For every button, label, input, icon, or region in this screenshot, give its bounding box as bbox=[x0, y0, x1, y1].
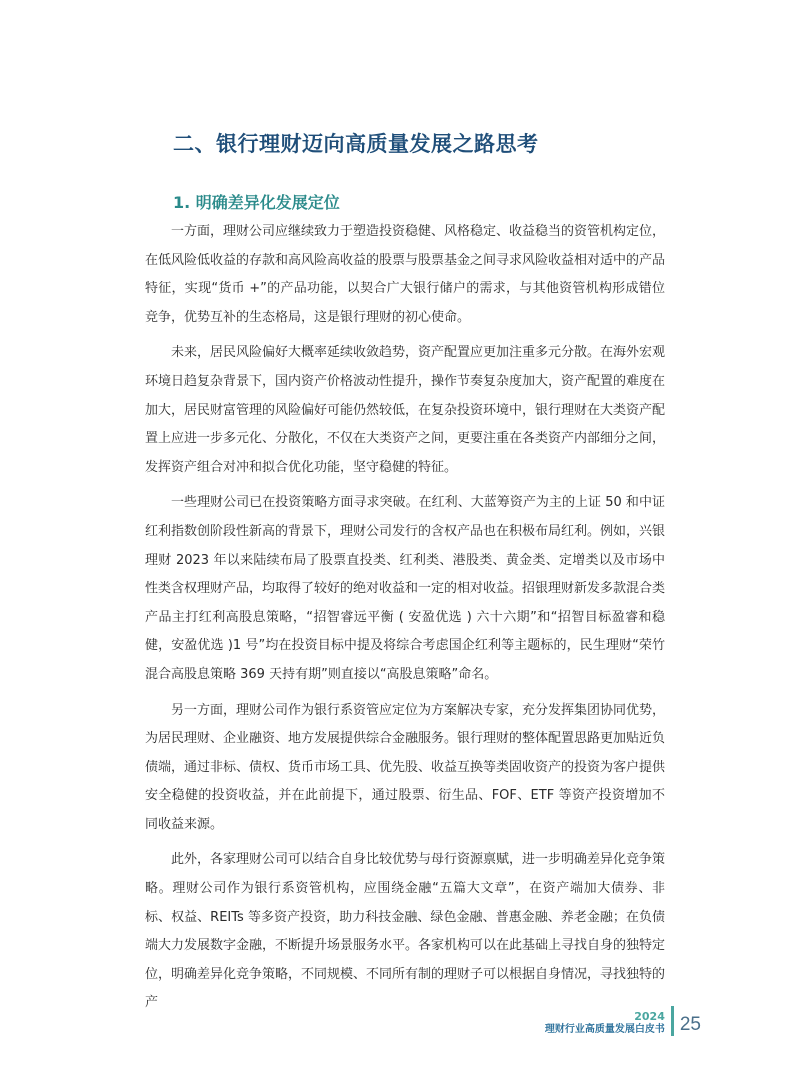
paragraph: 一些理财公司已在投资策略方面寻求突破。在红利、大蓝筹资产为主的上证 50 和中证红利指数创阶段性新高的背景下，理财公司发行的含权产品也在积极布局红利。例如，兴银理财 2023 年以来陆续布局了股票直投类、红利类、港股类、黄金类、定增类以及市场中性类含权理财产品，均取得了较好的绝对收益和一定的相对收益。招银理财新发多款混合类产品主打红利高股息策略，“招智睿远平衡 ( 安盈优选 ) 六十六期”和“招智目标盈睿和稳健，安盈优选 )1 号”均在投资目标中提及将综合考虑国企红利等主题标的，民生理财“荣竹混合高股息策略 369 天持有期”则直接以“高股息策略”命名。 bbox=[145, 495, 666, 682]
page-footer bbox=[545, 1006, 701, 1036]
sub-title: 1. 明确差异化发展定位 bbox=[173, 193, 340, 212]
paragraph: 另一方面，理财公司作为银行系资管应定位为方案解决专家，充分发挥集团协同优势，为居民理财、企业融资、地方发展提供综合金融服务。银行理财的整体配置思路更加贴近负债端，通过非标、债权、货币市场工具、优先股、收益互换等类固收资产的投资为客户提供安全稳健的投资收益，并在此前提下，通过股票、衍生品、FOF、ETF 等资产投资增加不同收益来源。 bbox=[145, 702, 666, 832]
footer-text bbox=[545, 1010, 665, 1036]
section-title: 二、银行理财迈向高质量发展之路思考 bbox=[173, 132, 539, 156]
paragraph: 一方面，理财公司应继续致力于塑造投资稳健、风格稳定、收益稳当的资管机构定位，在低风险低收益的存款和高风险高收益的股票与股票基金之间寻求风险收益相对适中的产品特征，实现“货币 +”的产品功能，以契合广大银行储户的需求，与其他资管机构形成错位竞争，优势互补的生态格局，这是银行理财的初心使命。 bbox=[145, 224, 666, 325]
body-text bbox=[145, 218, 665, 1025]
footer-divider bbox=[671, 1006, 674, 1036]
paragraph: 未来，居民风险偏好大概率延续收敛趋势，资产配置应更加注重多元分散。在海外宏观环境日趋复杂背景下，国内资产价格波动性提升，操作节奏复杂度加大，资产配置的难度在加大，居民财富管理的风险偏好可能仍然较低，在复杂投资环境中，银行理财在大类资产配置上应进一步多元化、分散化，不仅在大类资产之间，更要注重在各类资产内部细分之间，发挥资产组合对冲和拟合优化功能，坚守稳健的特征。 bbox=[145, 345, 666, 475]
page-number: 25 bbox=[679, 1014, 701, 1035]
footer-book-title: 理财行业高质量发展白皮书 bbox=[544, 1024, 665, 1035]
footer-year: 2024 bbox=[634, 1010, 665, 1023]
paragraph: 此外，各家理财公司可以结合自身比较优势与母行资源禀赋，进一步明确差异化竞争策略。理财公司作为银行系资管机构，应围绕金融“五篇大文章”，在资产端加大债券、非标、权益、REITs 等多资产投资，助力科技金融、绿色金融、普惠金融、养老金融；在负债端大力发展数字金融，不断提升场景服务水平。各家机构可以在此基础上寻找自身的独特定位，明确差异化竞争策略，不同规模、不同所有制的理财子可以根据自身情况，寻找独特的产 bbox=[145, 852, 666, 1011]
